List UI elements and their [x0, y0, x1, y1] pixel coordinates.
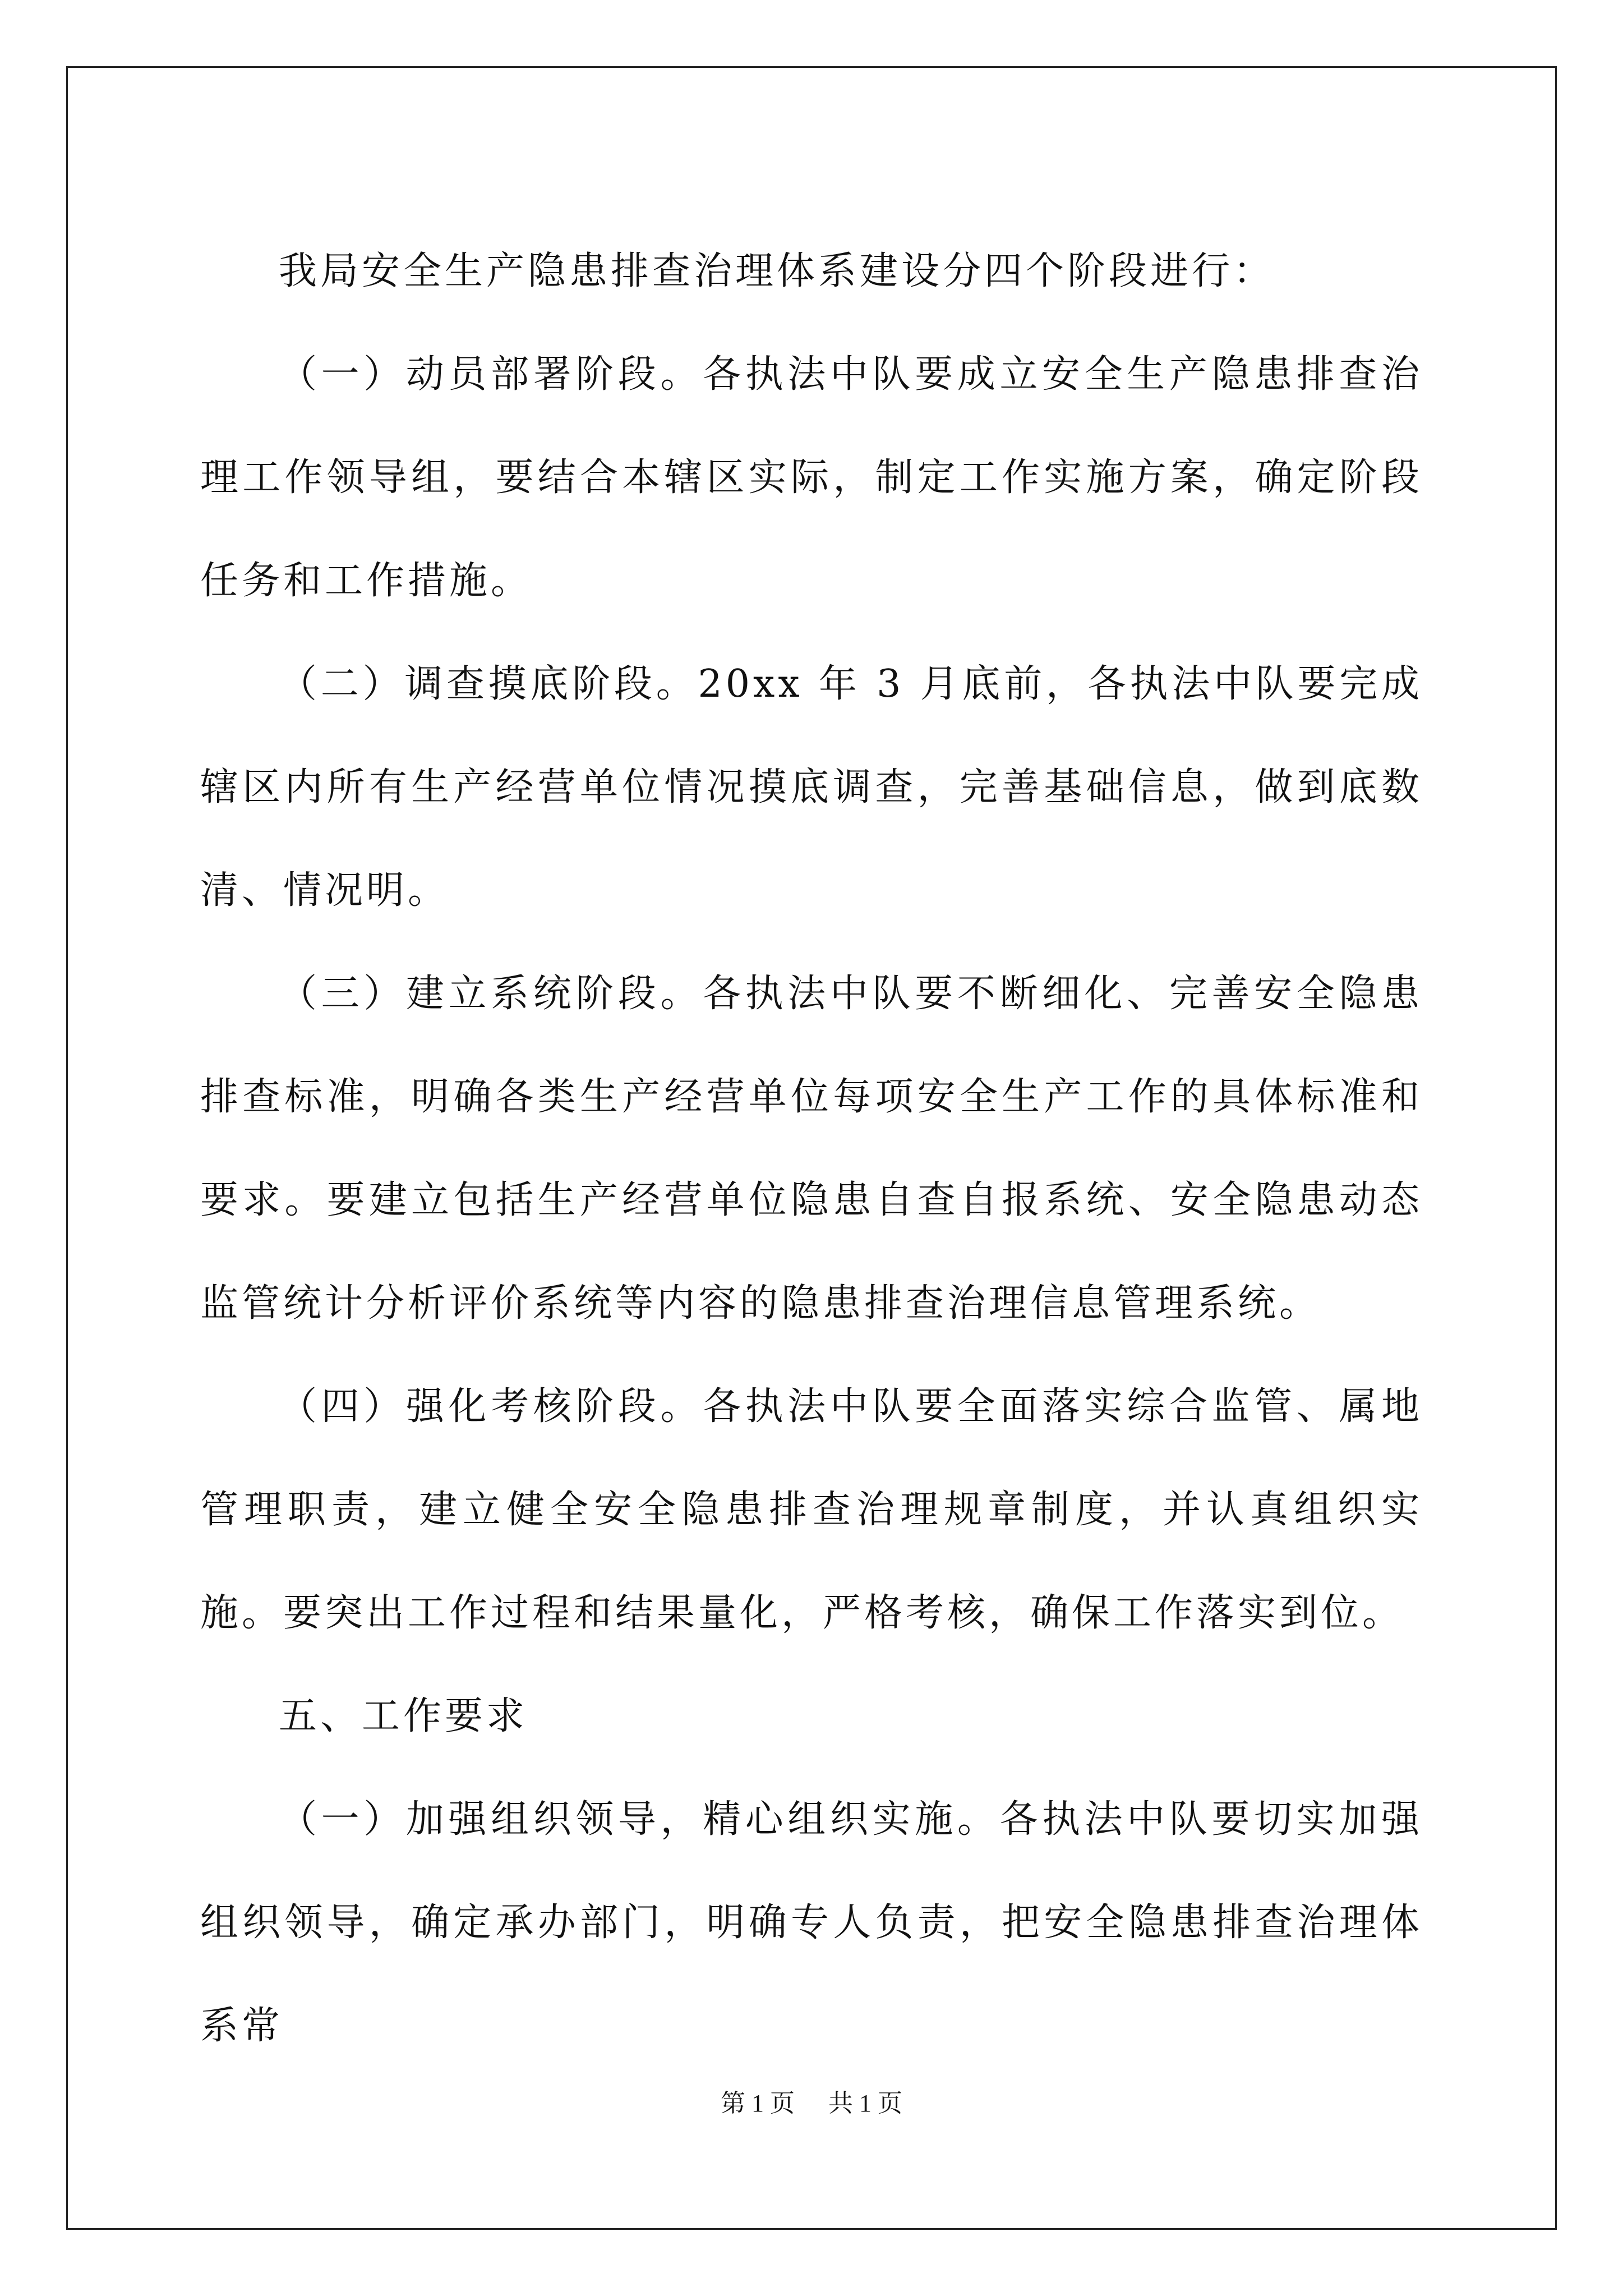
section-heading-work-requirements: 五、工作要求 — [279, 1694, 528, 1738]
document-body — [200, 220, 1423, 2078]
page-footer — [0, 2083, 1623, 2119]
paragraph-stage-3: （三）建立系统阶段。各执法中队要不断细化、完善安全隐患排查标准，明确各类生产经营单位每项安全生产工作的具体标准和要求。要建立包括生产经营单位隐患自查自报系统、安全隐患动态监管统计分析评价系统等内容的隐患排查治理信息管理系统。 — [200, 972, 1423, 1326]
paragraph-stage-2: （二）调查摸底阶段。20xx 年 3 月底前，各执法中队要完成辖区内所有生产经营单位情况摸底调查，完善基础信息，做到底数清、情况明。 — [200, 662, 1423, 913]
paragraph-requirement-1: （一）加强组织领导，精心组织实施。各执法中队要切实加强组织领导，确定承办部门，明确专人负责，把安全隐患排查治理体系常 — [200, 1797, 1423, 2048]
page-total: 共 1 页 — [828, 2090, 902, 2117]
paragraph-stage-1: （一）动员部署阶段。各执法中队要成立安全生产隐患排查治理工作领导组，要结合本辖区实际，制定工作实施方案，确定阶段任务和工作措施。 — [200, 352, 1423, 603]
paragraph-stage-4: （四）强化考核阶段。各执法中队要全面落实综合监管、属地管理职责，建立健全安全隐患排查治理规章制度，并认真组织实施。要突出工作过程和结果量化，严格考核，确保工作落实到位。 — [200, 1384, 1423, 1635]
page-number: 第 1 页 — [721, 2090, 795, 2117]
paragraph-intro: 我局安全生产隐患排查治理体系建设分四个阶段进行： — [279, 249, 1275, 293]
